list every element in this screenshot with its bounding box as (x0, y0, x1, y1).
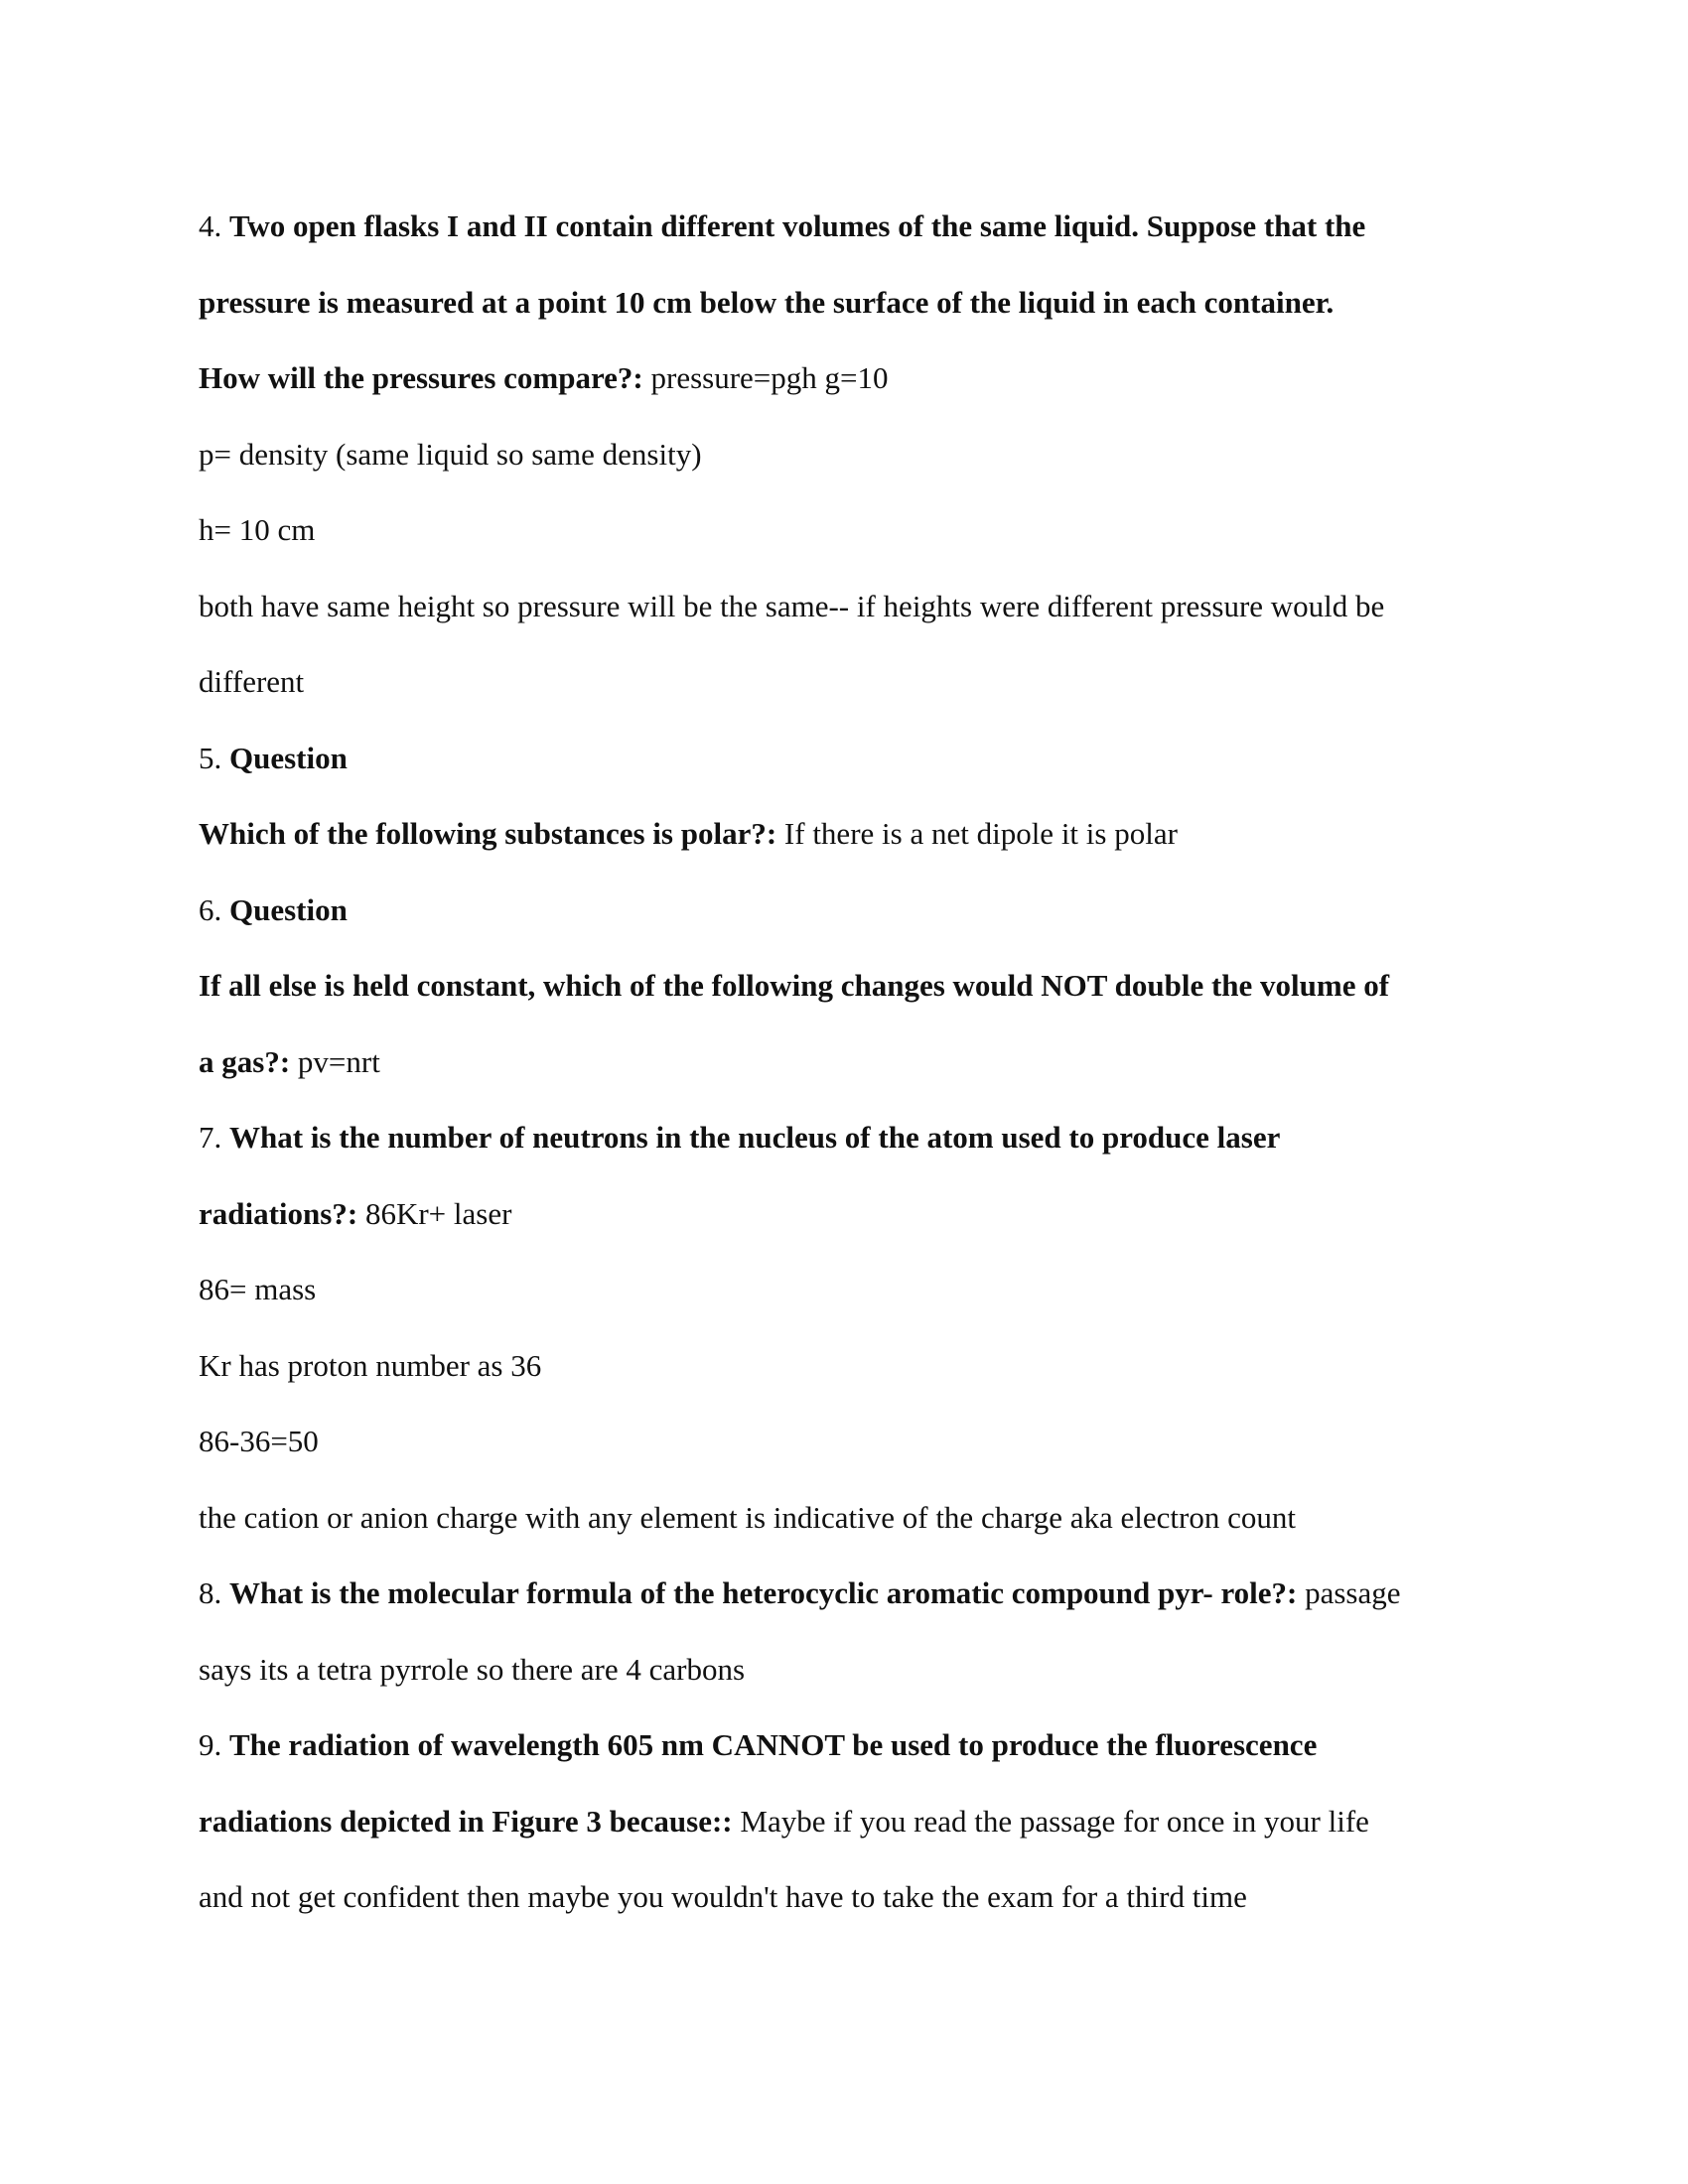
q7-line-2 (199, 1176, 1509, 1253)
q4-answer-density: p= density (same liquid so same density) (199, 436, 702, 472)
q6-answer: pv=nrt (297, 1043, 380, 1079)
q4-answer-formula: pressure=pgh g=10 (650, 360, 889, 395)
q4-answer-height: h= 10 cm (199, 512, 316, 547)
q9-prompt-part-2: radiations depicted in Figure 3 because:: (199, 1803, 733, 1839)
q9-answer-part-2: and not get confident then maybe you wouldn't have to take the exam for a third time (199, 1879, 1247, 1914)
q5-prompt: Which of the following substances is polar?: (199, 816, 777, 851)
q6-title: Question (229, 891, 348, 927)
q5-title: Question (229, 740, 348, 775)
q6-heading (199, 873, 1509, 949)
q9-number: 9. (199, 1727, 222, 1762)
q7-answer-mass: 86= mass (199, 1272, 317, 1306)
q4-prompt-part-2: pressure is measured at a point 10 cm below the surface of the liquid in each container. (199, 284, 1335, 320)
q5-heading (199, 721, 1509, 797)
q4-line-1 (199, 189, 1509, 265)
q6-prompt-part-2: a gas?: (199, 1043, 291, 1079)
q8-answer-part-1: passage (1305, 1575, 1401, 1610)
q6-prompt-part-1: If all else is held constant, which of the following changes would NOT double the volume of (199, 968, 1390, 1003)
q9-answer-part-1: Maybe if you read the passage for once in your life (740, 1803, 1369, 1839)
q4-prompt-part-1: Two open flasks I and II contain different volumes of the same liquid. Suppose that the (229, 208, 1366, 243)
q9-line-2 (199, 1784, 1509, 1860)
q9-line-1 (199, 1707, 1509, 1784)
q7-answer-isotope: 86Kr+ laser (364, 1195, 512, 1231)
q5-number: 5. (199, 740, 222, 775)
q5-answer: If there is a net dipole it is polar (783, 816, 1178, 851)
q4-prompt-part-3: How will the pressures compare?: (199, 360, 643, 395)
q7-answer-calculation: 86-36=50 (199, 1424, 319, 1458)
q8-answer-part-2: says its a tetra pyrrole so there are 4 carbons (199, 1651, 746, 1687)
q6-line-2 (199, 1024, 1509, 1101)
q4-line-3 (199, 341, 1509, 417)
q7-prompt-part-1: What is the number of neutrons in the nucleus of the atom used to produce laser (229, 1120, 1281, 1155)
q4-answer-explanation-1: both have same height so pressure will be the same-- if heights were different pressure would be (199, 588, 1385, 623)
q5-line (199, 796, 1509, 873)
q7-number: 7. (199, 1120, 222, 1155)
q8-number: 8. (199, 1575, 222, 1610)
q7-answer-note: the cation or anion charge with any element is indicative of the charge aka electron count (199, 1499, 1296, 1535)
q6-number: 6. (199, 891, 222, 927)
q4-answer-explanation-2: different (199, 664, 305, 699)
q7-answer-proton: Kr has proton number as 36 (199, 1347, 542, 1383)
q4-number: 4. (199, 208, 222, 243)
q8-line-1 (199, 1556, 1509, 1632)
q8-prompt: What is the molecular formula of the heterocyclic aromatic compound pyr- role?: (229, 1575, 1298, 1610)
q7-line-1 (199, 1100, 1509, 1176)
q7-prompt-part-2: radiations?: (199, 1195, 358, 1231)
document-page (199, 189, 1509, 1936)
q9-prompt-part-1: The radiation of wavelength 605 nm CANNOT be used to produce the fluorescence (229, 1727, 1318, 1762)
